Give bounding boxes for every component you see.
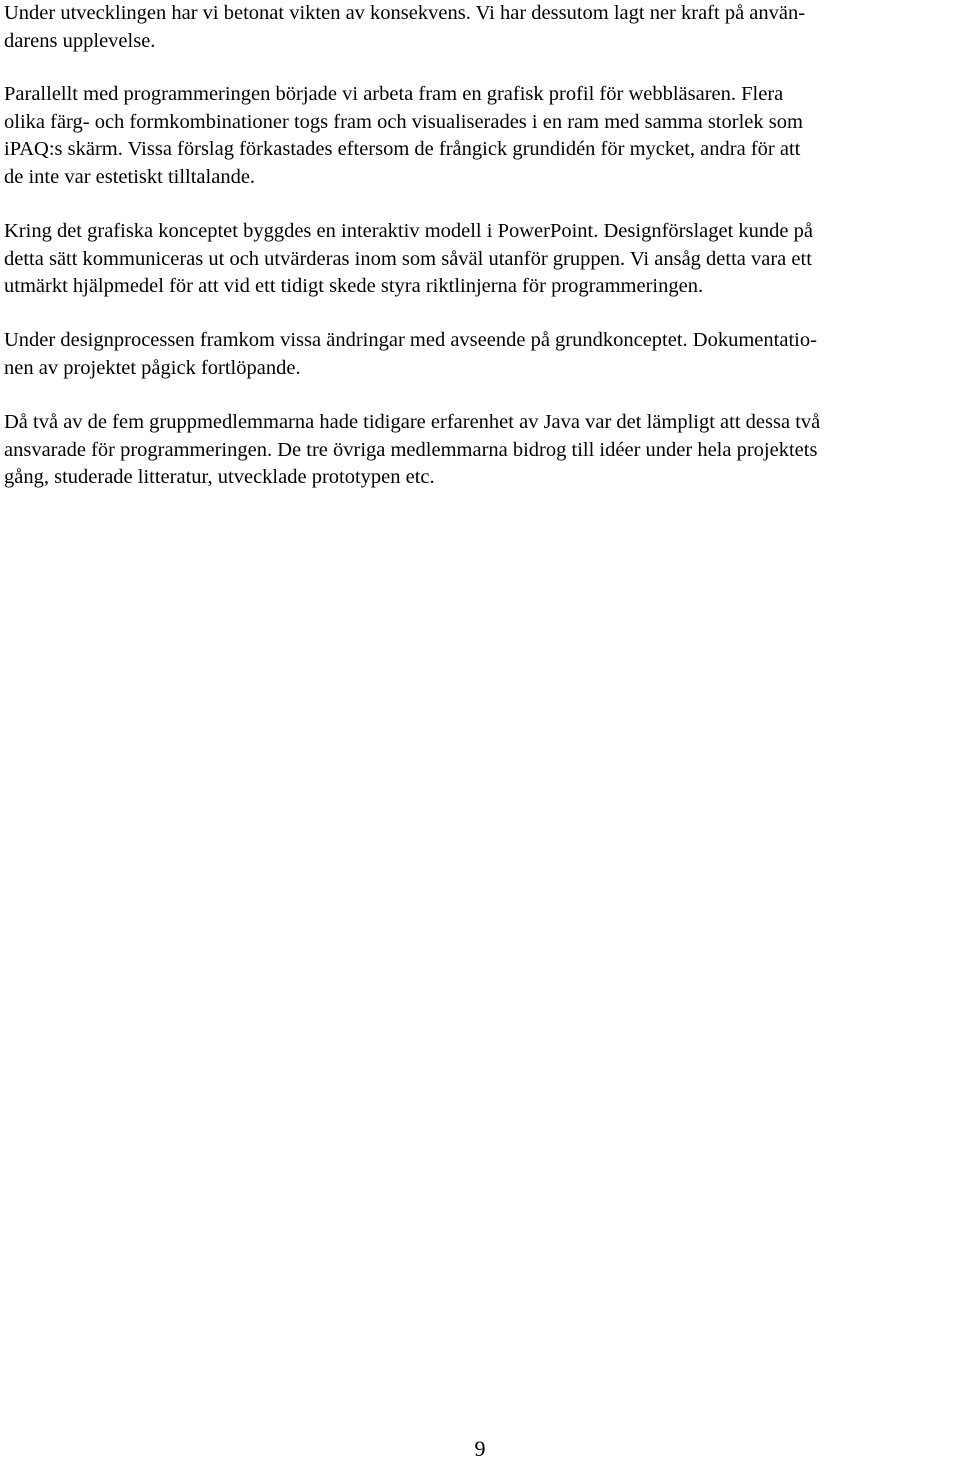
paragraph-line: gång, studerade litteratur, utvecklade prototypen etc. bbox=[4, 466, 435, 488]
paragraph-1 bbox=[4, 0, 956, 55]
paragraph-line: olika färg- och formkombinationer togs fram och visualiserades i en ram med samma storlek som bbox=[4, 110, 803, 133]
paragraph-line: Under utvecklingen har vi betonat vikten av konsekvens. Vi har dessutom lagt ner kraft på använ- bbox=[4, 2, 806, 24]
paragraph-3 bbox=[4, 218, 956, 301]
paragraph-line: darens upplevelse. bbox=[4, 29, 156, 52]
paragraph-line: Kring det grafiska konceptet byggdes en interaktiv modell i PowerPoint. Designförslaget kunde på bbox=[4, 220, 813, 242]
paragraph-line: iPAQ:s skärm. Vissa förslag förkastades eftersom de frångick grundidén för mycket, andra för att bbox=[4, 138, 801, 160]
paragraph-line: detta sätt kommuniceras ut och utvärderas inom som såväl utanför gruppen. Vi ansåg detta vara ett bbox=[4, 247, 812, 270]
page-number: 9 bbox=[474, 1436, 486, 1461]
paragraph-line: Då två av de fem gruppmedlemmarna hade tidigare erfarenhet av Java var det lämpligt att dessa två bbox=[4, 411, 821, 433]
paragraph-line: Under designprocessen framkom vissa ändringar med avseende på grundkonceptet. Dokumentatio- bbox=[4, 329, 817, 351]
paragraph-line: nen av projektet pågick fortlöpande. bbox=[4, 356, 301, 379]
paragraph-5 bbox=[4, 409, 956, 492]
paragraph-4 bbox=[4, 327, 956, 382]
paragraph-line: utmärkt hjälpmedel för att vid ett tidigt skede styra riktlinjerna för programmeringen. bbox=[4, 275, 704, 297]
paragraph-line: ansvarade för programmeringen. De tre övriga medlemmarna bidrog till idéer under hela projektets bbox=[4, 438, 818, 461]
paragraph-2 bbox=[4, 81, 956, 191]
paragraph-line: de inte var estetiskt tilltalande. bbox=[4, 165, 256, 188]
paragraph-line: Parallellt med programmeringen började vi arbeta fram en grafisk profil för webbläsaren. Flera bbox=[4, 83, 784, 105]
